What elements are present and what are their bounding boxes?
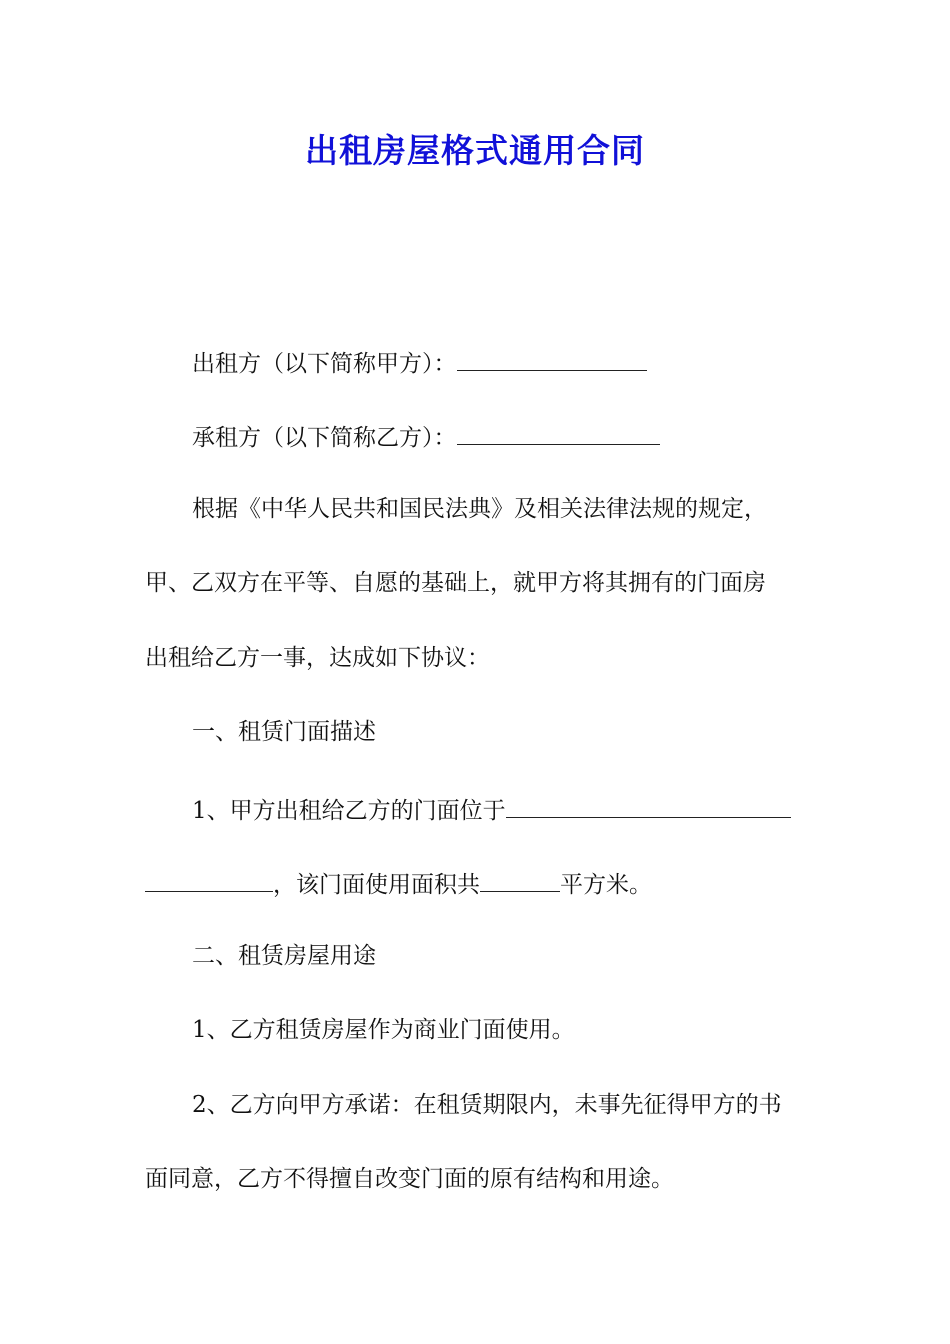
lessor-blank bbox=[457, 344, 647, 371]
lessee-blank bbox=[457, 418, 660, 445]
section2-item2-line1: 2、乙方向甲方承诺：在租赁期限内，未事先征得甲方的书 bbox=[192, 1092, 782, 1118]
section1-item1-mid: ，该门面使用面积共 bbox=[273, 872, 480, 898]
section2-heading: 二、租赁房屋用途 bbox=[192, 943, 376, 969]
document-title: 出租房屋格式通用合同 bbox=[305, 131, 645, 170]
section1-item1-prefix: 1、甲方出租给乙方的门面位于 bbox=[192, 798, 506, 824]
lessor-line bbox=[192, 344, 647, 380]
lessee-line bbox=[192, 418, 660, 454]
preamble-line-3: 出租给乙方一事，达成如下协议： bbox=[145, 645, 490, 671]
section1-heading: 一、租赁门面描述 bbox=[192, 719, 376, 745]
section2-item1: 1、乙方租赁房屋作为商业门面使用。 bbox=[192, 1017, 575, 1043]
section1-item1-line1 bbox=[192, 791, 791, 827]
area-blank bbox=[480, 865, 560, 892]
lessor-label: 出租方（以下简称甲方）： bbox=[192, 351, 457, 377]
preamble-line-1: 根据《中华人民共和国民法典》及相关法律法规的规定， bbox=[192, 496, 767, 522]
location-blank bbox=[506, 791, 791, 818]
preamble-line-2: 甲、乙双方在平等、自愿的基础上，就甲方将其拥有的门面房 bbox=[145, 570, 766, 596]
location-blank-cont bbox=[145, 865, 273, 892]
section1-item1-suffix: 平方米。 bbox=[560, 872, 652, 898]
lessee-label: 承租方（以下简称乙方）： bbox=[192, 425, 457, 451]
section2-item2-line2: 面同意，乙方不得擅自改变门面的原有结构和用途。 bbox=[145, 1166, 674, 1192]
section1-item1-line2 bbox=[145, 865, 652, 901]
